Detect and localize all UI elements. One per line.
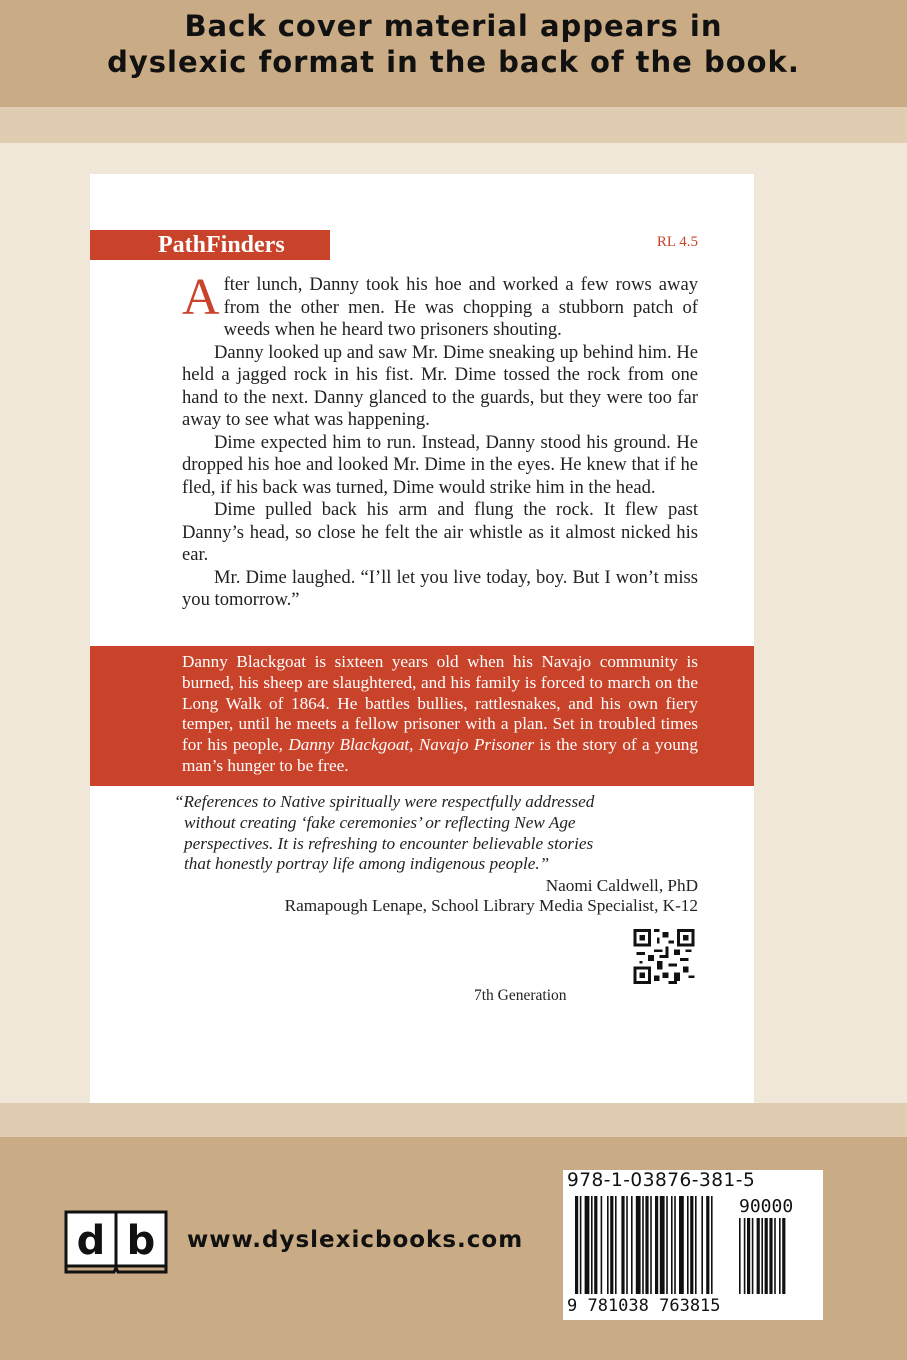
reviewer-title: Ramapough Lenape, School Library Media Specialist, K-12 [284, 896, 698, 915]
barcode-icon [567, 1196, 819, 1300]
review-quote: “References to Native spiritually were respectfully addressed without creating ‘fake ceremonies’ or reflecting New Age perspectives. It is refreshing to encounter believable stories that honestly portray life among indigenous people.” [174, 792, 595, 874]
banner-line-2: dyslexic format in the back of the book. [107, 45, 800, 79]
website-url: www.dyslexicbooks.com [187, 1227, 524, 1253]
banner-line-1: Back cover material appears in [184, 9, 723, 43]
top-banner [0, 0, 907, 107]
excerpt-text [182, 269, 698, 612]
logo-letter-d: d [76, 1218, 106, 1264]
summary-band [90, 646, 754, 786]
back-cover-page [90, 174, 754, 1103]
bottom-stripe [0, 1103, 907, 1137]
reviewer-name: Naomi Caldwell, PhD [545, 876, 698, 895]
excerpt-paragraph: Danny looked up and saw Mr. Dime sneaking up behind him. He held a jagged rock in his fist. Mr. Dime tossed the rock from one hand to the next. Danny glanced to the guards, but they were too far away to see what was happening. [182, 341, 698, 430]
reading-level: RL 4.5 [656, 234, 698, 250]
dyslexic-books-logo-icon [64, 1210, 168, 1274]
series-label: PathFinders [90, 230, 330, 260]
excerpt-paragraph: After lunch, Danny took his hoe and worked a few rows away from the other men. He was chopping a stubborn patch of weeds when he heard two prisoners shouting. [182, 269, 698, 340]
qr-code-icon [633, 929, 695, 984]
publisher-name: 7th Generation [474, 987, 567, 1004]
top-stripe [0, 107, 907, 143]
logo-letter-b: b [126, 1218, 156, 1264]
isbn-number: 978-1-03876-381-5 [567, 1170, 756, 1191]
isbn-barcode [563, 1170, 823, 1320]
price-code: 90000 [739, 1196, 794, 1217]
excerpt-paragraph: Mr. Dime laughed. “I’ll let you live today, boy. But I won’t miss you tomorrow.” [182, 566, 698, 610]
banner-text [0, 8, 907, 80]
excerpt-paragraph: Dime expected him to run. Instead, Danny stood his ground. He dropped his hoe and looked Mr. Dime in the eyes. He knew that if he fled, if his back was turned, Dime would strike him in the head. [182, 431, 698, 498]
excerpt-paragraph: Dime pulled back his arm and flung the rock. It flew past Danny’s head, so close he felt the air whistle as it almost nicked his ear. [182, 499, 698, 565]
barcode-digits: 9 781038 763815 [567, 1296, 721, 1316]
drop-cap: A [182, 269, 220, 326]
book-title: Danny Blackgoat, Navajo Prisoner [288, 735, 535, 755]
book-summary: Danny Blackgoat is sixteen years old when his Navajo community is burned, his sheep are slaughtered, and his family is forced to march on the Long Walk of 1864. He battles bullies, rattlesnakes, and his own fiery temper, until he meets a fellow prisoner with a plan. Set in troubled times for his people, Danny Blackgoat, Navajo Prisoner is the story of a young man’s hunger to be free. [182, 652, 698, 775]
